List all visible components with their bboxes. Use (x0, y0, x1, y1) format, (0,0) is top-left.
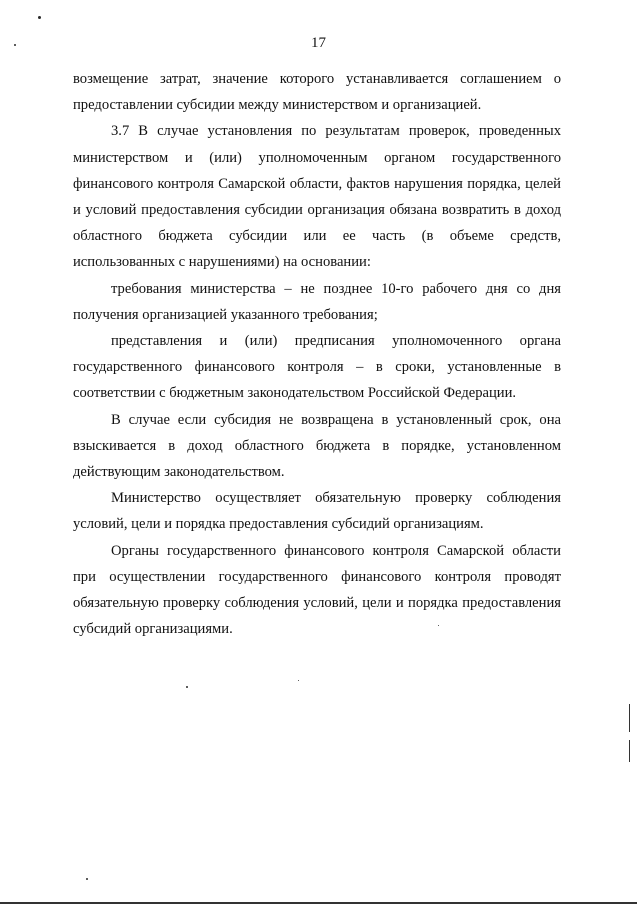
scan-edge-mark (629, 740, 630, 762)
scan-speck (38, 16, 41, 19)
scan-speck (186, 686, 188, 688)
paragraph-ministry-check: Министерство осуществляет обязательную проверку соблюдения условий, цели и порядка предоставления субсидий организациям. (73, 490, 561, 533)
paragraph-state-control-check: Органы государственного финансового контроля Самарской области при осуществлении государственного финансового контроля проводят обязательную проверку соблюдения условий, цели и порядка предоставления субсидий организациями. (73, 542, 561, 638)
scan-edge-mark (629, 704, 630, 732)
paragraph-continuation: возмещение затрат, значение которого устанавливается соглашением о предоставлении субсидии между министерством и организацией. (73, 71, 561, 114)
scan-speck (298, 680, 299, 681)
paragraph-3-7: 3.7 В случае установления по результатам проверок, проведенных министерством и (или) уполномоченным органом государственного финансового контроля Самарской области, фактов нарушения порядка, целей и условий предоставления субсидии организация обязана возвратить в доход областного бюджета субсидии или ее часть (в объеме средств, использованных с нарушениями) на основании: (73, 123, 561, 271)
scan-speck (14, 44, 16, 46)
document-body (73, 66, 561, 642)
scan-speck (86, 878, 88, 880)
scan-speck (438, 625, 439, 626)
paragraph-control-body-order: представления и (или) предписания уполномоченного органа государственного финансового контроля – в сроки, установленные в соответствии с бюджетным законодательством Российской Федерации. (73, 333, 561, 402)
scan-bottom-edge (0, 902, 637, 904)
paragraph-ministry-requirement: требования министерства – не позднее 10-го рабочего дня со дня получения организацией указанного требования; (73, 280, 561, 323)
paragraph-recovery: В случае если субсидия не возвращена в установленный срок, она взыскивается в доход областного бюджета в порядке, установленном действующим законодательством. (73, 411, 561, 481)
page-number: 17 (311, 35, 326, 51)
